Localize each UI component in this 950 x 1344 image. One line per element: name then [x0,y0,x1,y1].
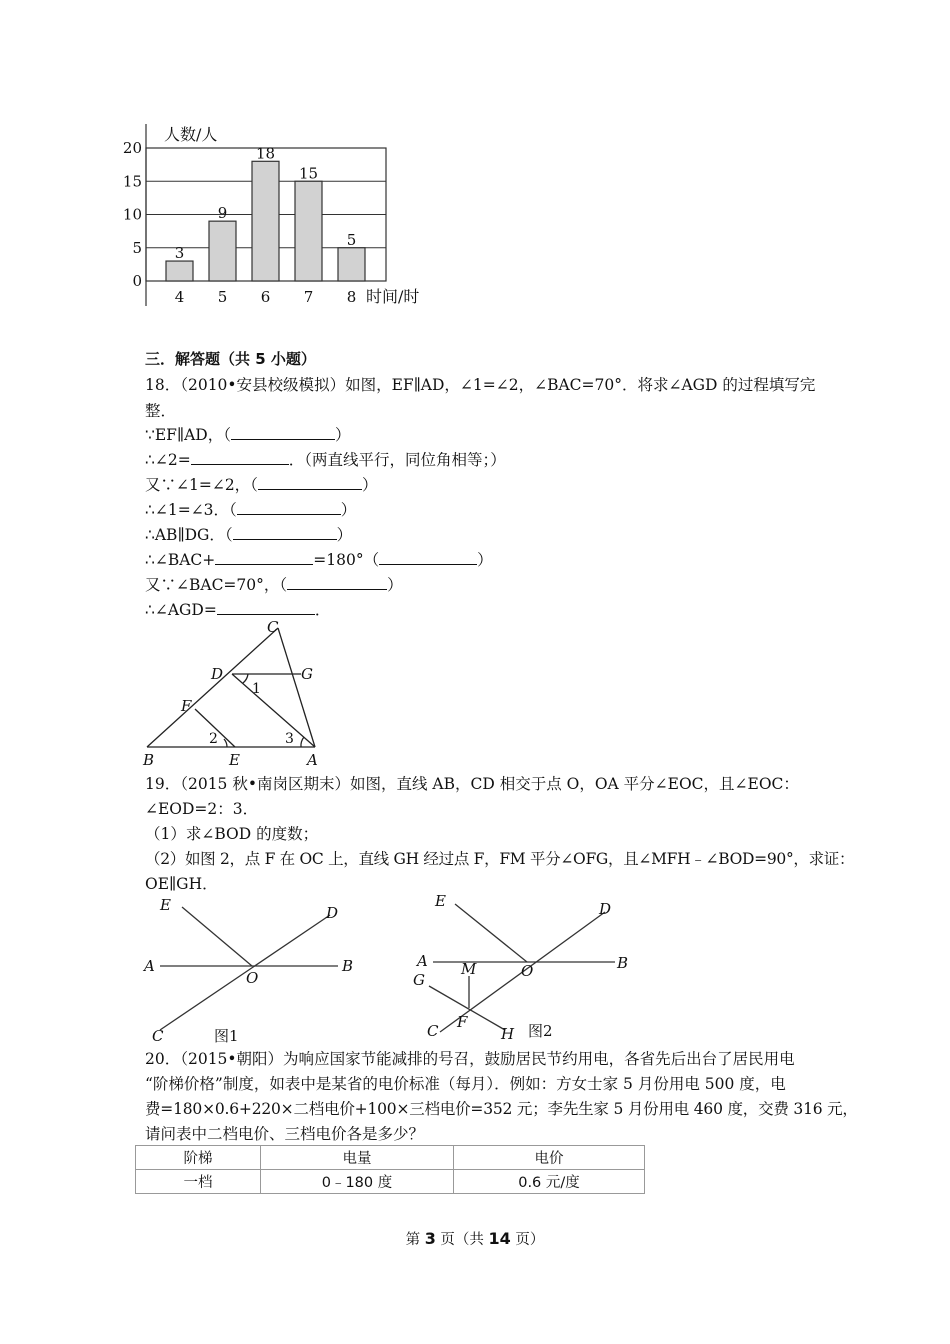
bar [338,248,365,281]
label-F: F [457,1013,468,1031]
x-axis-label: 时间/时 [366,287,420,306]
table-header-row [136,1146,645,1170]
data-label: 5 [346,230,357,249]
q19-stem-line1: 19．（2015 秋•南岗区期末）如图，直线 AB，CD 相交于点 O，OA 平分∠EOC，且∠EOC： [145,775,799,793]
label-D: D [211,665,224,683]
y-axis-label: 人数/人 [164,125,218,144]
label-O: O [521,962,534,980]
label-G: G [413,971,425,989]
label-E: E [160,896,171,914]
label-C: C [427,1022,439,1040]
y-tick-label: 20 [122,139,142,157]
label-E: E [435,892,446,910]
q18-step-8: ∴∠AGD= ． [145,601,331,619]
answer-blank[interactable] [217,600,315,615]
q20-stem-line1: 20．（2015•朝阳）为响应国家节能减排的号召，鼓励居民节约用电，各省先后出台了居民用电 [145,1050,795,1068]
answer-blank[interactable] [258,475,362,490]
table-row [136,1170,645,1194]
label-angle-1: 1 [252,681,261,697]
q18-stem-line2: 整． [145,402,177,420]
answer-blank[interactable] [233,525,337,540]
label-A: A [144,957,155,975]
page-number: 3 [424,1229,436,1248]
label-M: M [461,960,477,978]
answer-blank[interactable] [237,500,341,515]
label-D: D [599,900,612,918]
label-A: A [307,751,318,769]
label-B: B [617,954,629,972]
q19-figure-1 [140,895,370,1045]
bar [209,221,236,281]
bar [166,261,193,281]
electricity-price-table [135,1145,645,1194]
q19-part2-cont: OE∥GH． [145,875,218,893]
answer-blank[interactable] [191,450,289,465]
angle-2-arc [224,739,227,747]
bar [295,181,322,281]
answer-blank[interactable] [287,575,387,590]
q18-step-2: ∴∠2= ．（两直线平行，同位角相等；） [145,451,506,469]
q19-stem-line2: ∠EOD=2：3． [145,800,259,818]
q18-stem-line1: 18．（2010•安县校级模拟）如图，EF∥AD，∠1=∠2，∠BAC=70°．将求∠AGD 的过程填写完 [145,376,816,394]
q18-step-5: ∴AB∥DG．（ ） [145,526,353,544]
answer-blank[interactable] [215,550,313,565]
label-angle-3: 3 [285,731,294,747]
label-B: B [342,957,354,975]
q19-figure-2 [405,890,645,1045]
table-header: 阶梯 [136,1146,261,1170]
answer-blank[interactable] [379,550,477,565]
total-pages: 14 [488,1229,511,1248]
q18-step-1: ∵EF∥AD，（ ） [145,426,351,444]
data-label: 18 [255,144,276,163]
label-H: H [501,1025,515,1043]
x-tick-label: 6 [260,288,271,306]
label-G: G [301,665,313,683]
table-header: 电量 [261,1146,454,1170]
data-label: 9 [217,204,228,223]
label-B: B [143,751,155,769]
ray-OE [455,904,527,962]
q18-step-4: ∴∠1=∠3．（ ） [145,501,357,519]
data-label: 15 [298,164,319,183]
angle-1-arc [243,674,248,683]
label-F: F [181,697,192,715]
y-tick-label: 0 [132,272,142,290]
table-cell: 0﹣180 度 [261,1170,454,1194]
q18-step-7: 又∵∠BAC=70°，（ ） [145,576,403,594]
table-header: 电价 [454,1146,645,1170]
q18-step-3: 又∵∠1=∠2，（ ） [145,476,378,494]
label-A: A [417,952,428,970]
label-angle-2: 2 [209,731,218,747]
ray-OE [182,907,252,966]
y-tick-label: 15 [122,172,142,191]
q18-triangle-figure [135,615,335,770]
q18-step-6: ∴∠BAC+ =180°（ ） [145,551,493,569]
q19-part2: （2）如图 2，点 F 在 OC 上，直线 GH 经过点 F，FM 平分∠OFG，且∠MFH﹣∠BOD=90°，求证： [145,850,855,868]
q20-stem-line2: “阶梯价格”制度，如表中是某省的电价标准（每月）．例如：方女士家 5 月份用电 500 度，电 [145,1075,786,1093]
section-title: 三．解答题（共 5 小题） [145,350,316,368]
figure-1-caption: 图1 [214,1027,239,1045]
x-tick-label: 8 [346,288,357,306]
line-CD [160,915,330,1030]
y-tick-label: 10 [122,205,142,224]
label-D: D [326,904,339,922]
x-tick-label: 7 [303,288,314,306]
page-footer: 第 3 页（共 14 页） [405,1229,545,1248]
label-E: E [229,751,240,769]
figure-2-caption: 图2 [528,1022,553,1040]
bar-chart [120,118,440,313]
table-cell: 一档 [136,1170,261,1194]
angle-3-arc [301,737,304,747]
label-C: C [267,618,279,636]
q19-part1: （1）求∠BOD 的度数； [145,825,319,843]
label-O: O [246,969,259,987]
x-tick-label: 5 [217,288,228,306]
segment-DA [232,674,315,747]
segment-CA [278,628,315,747]
q20-stem-line3: 费=180×0.6+220×二档电价+100×三档电价=352 元；李先生家 5 月份用电 460 度，交费 316 元， [145,1100,858,1118]
bar [252,161,279,281]
x-tick-label: 4 [174,288,185,306]
answer-blank[interactable] [231,425,335,440]
data-label: 3 [174,244,185,263]
label-C: C [152,1027,164,1045]
table-cell: 0.6 元/度 [454,1170,645,1194]
q20-stem-line4: 请问表中二档电价、三档电价各是多少？ [145,1125,425,1143]
y-tick-label: 5 [132,238,142,257]
